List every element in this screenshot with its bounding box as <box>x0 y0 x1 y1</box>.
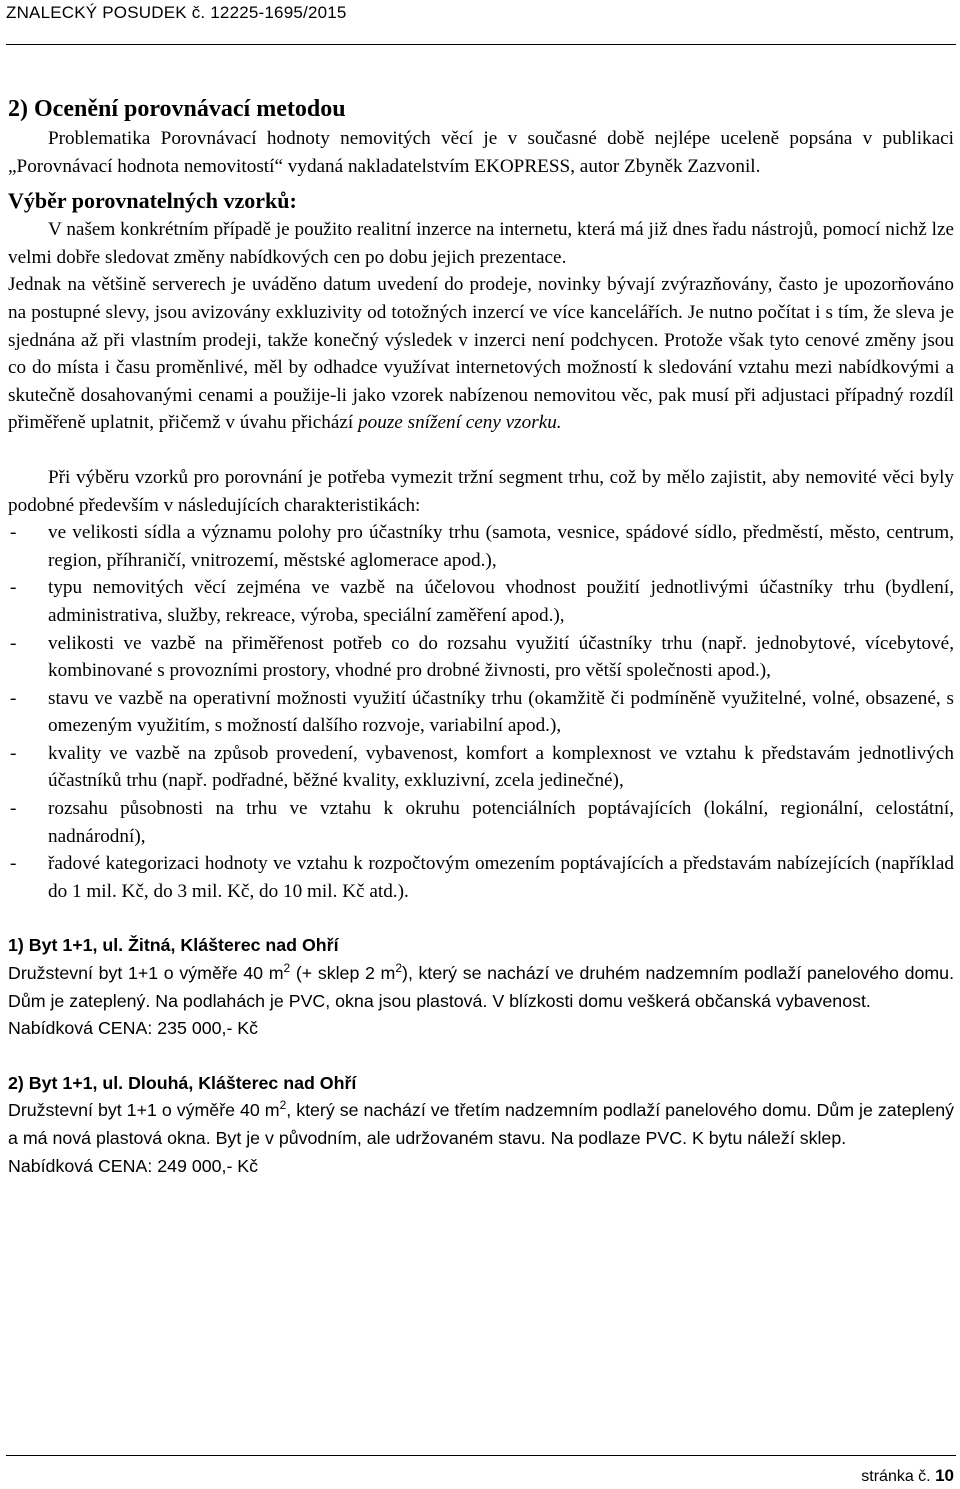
document-body <box>8 93 954 1180</box>
page-number: 10 <box>935 1466 954 1485</box>
selection-paragraph-2: Při výběru vzorků pro porovnání je potřeba vymezit tržní segment trhu, což by mělo zajistit, aby nemovité věci byly podobné především v následujících charakteristikách: <box>8 466 954 516</box>
list-item <box>8 740 954 795</box>
description-part: ), který se nachází ve druhém nadzemním podlaží panelového domu. Dům je zateplený. Na podlahách je PVC, okna jsou plastová. V blízkosti domu veškerá občanská vybavenost. <box>8 963 955 1011</box>
selection-text-1b: Jednak na většině serverech je uváděno datum uvedení do prodeje, novinky bývají zvýrazňovány, často je upozorňováno na postupné slevy, jsou avizovány exkluzivity od totožných inzercí ve více kancelářích. Je nutno počítat i s tím, že sleva je sjednána až při vlastním prodeji, takže konečný výsledek v inzerci není podchycen. Protože však tyto cenové změny jsou co do místa i času proměnlivé, měl by odhadce využívat internetových možností k sledování vztahu mezi nabídkovými a skutečně dosahovanými cenami a použije-li jako vzorek nabízenou nemovitou věc, pak musí při adjustaci případný rozdíl přiměřeně uplatnit, přičemž v úvahu přichází <box>8 274 954 434</box>
page-label: stránka č. <box>861 1468 931 1485</box>
list-item-text: typu nemovitých věcí zejména ve vazbě na účelovou vhodnost použití jednotlivými účastníky trhu (bydlení, administrativa, služby, rekreace, výroba, speciální zaměření apod.), <box>48 577 954 626</box>
dash-bullet: - <box>10 798 17 820</box>
list-item-text: ve velikosti sídla a významu polohy pro účastníky trhu (samota, vesnice, spádové sídlo, předměstí, město, centrum, region, příhraničí, vnitrozemí, městské aglomerace apod.), <box>48 522 954 571</box>
list-item-text: velikosti ve vazbě na přiměřenost potřeb co do rozsahu využití účastníky trhu (např. jednobytové, vícebytové, kombinované s provozními prostory, vhodné pro drobné živnosti, pro větší společnosti apod.), <box>48 632 954 682</box>
description-part: Družstevní byt 1+1 o výměře 40 m <box>8 1100 280 1121</box>
list-item <box>8 685 954 740</box>
intro-paragraph: Problematika Porovnávací hodnoty nemovitých věcí je v současné době nejlépe uceleně popsána v publikaci „Porovnávací hodnota nemovitostí“ vydaná nakladatelstvím EKOPRESS, autor Zbyněk Zazvonil. <box>8 128 954 177</box>
footer-divider <box>6 1455 956 1456</box>
list-item-text: stavu ve vazbě na operativní možnosti využití účastníky trhu (okamžitě či podmíněně využitelné, volné, obsazené, s omezeným využitím, s možností dalšího rozvoje, variabilní apod.), <box>48 687 954 737</box>
header-divider <box>6 44 956 45</box>
property-2 <box>8 1070 954 1180</box>
list-item <box>8 519 954 574</box>
dash-bullet: - <box>10 522 17 544</box>
dash-bullet: - <box>10 577 17 599</box>
list-item <box>8 850 954 905</box>
dash-bullet: - <box>10 742 17 764</box>
list-item-text: rozsahu působnosti na trhu ve vztahu k okruhu potenciálních poptávajících (lokální, regionální, celostátní, nadnárodní), <box>48 798 954 847</box>
criteria-list <box>8 519 954 905</box>
list-item-text: kvality ve vazbě na způsob provedení, vybavenost, komfort a komplexnost ve vztahu k představám jednotlivých účastníků trhu (např. podřadné, běžné kvality, exkluzivní, zcela jedinečné), <box>48 742 954 792</box>
selection-paragraph-1b <box>8 271 954 437</box>
page-footer <box>861 1466 954 1486</box>
superscript: 2 <box>279 1098 287 1113</box>
property-price: Nabídková CENA: 249 000,- Kč <box>8 1155 259 1176</box>
description-part: (+ sklep 2 m <box>290 963 396 984</box>
list-item <box>8 795 954 850</box>
list-item <box>8 574 954 629</box>
list-item-text: řadové kategorizaci hodnoty ve vztahu k rozpočtovým omezením poptávajících a představám nabízejících (například do 1 mil. Kč, do 3 mil. Kč, do 10 mil. Kč atd.). <box>48 853 954 902</box>
section-title: 2) Ocenění porovnávací metodou <box>8 96 346 122</box>
dash-bullet: - <box>10 687 17 709</box>
property-title: 2) Byt 1+1, ul. Dlouhá, Klášterec nad Ohří <box>8 1072 357 1093</box>
dash-bullet: - <box>10 632 17 654</box>
page-header: ZNALECKÝ POSUDEK č. 12225-1695/2015 <box>6 3 347 22</box>
selection-emphasis: pouze snížení ceny vzorku. <box>358 412 562 434</box>
property-description <box>8 1097 954 1152</box>
property-price: Nabídková CENA: 235 000,- Kč <box>8 1018 259 1039</box>
property-title: 1) Byt 1+1, ul. Žitná, Klášterec nad Ohří <box>8 935 339 956</box>
superscript: 2 <box>283 961 291 976</box>
description-part: Družstevní byt 1+1 o výměře 40 m <box>8 963 284 984</box>
selection-paragraph-1a <box>8 216 954 271</box>
selection-heading: Výběr porovnatelných vzorků: <box>8 188 297 214</box>
property-1 <box>8 932 954 1042</box>
property-description <box>8 960 954 1015</box>
selection-text-1a: V našem konkrétním případě je použito realitní inzerce na internetu, která má již dnes řadu nástrojů, pomocí nichž lze velmi dobře sledovat změny nabídkových cen po dobu jejich prezentace. <box>8 219 954 268</box>
description-part: , který se nachází ve třetím nadzemním podlaží panelového domu. Dům je zateplený a má nová plastová okna. Byt je v původním, ale udržovaném stavu. Na podlaze PVC. K bytu náleží sklep. <box>8 1100 954 1148</box>
dash-bullet: - <box>10 853 17 875</box>
list-item <box>8 630 954 685</box>
superscript: 2 <box>395 961 403 976</box>
